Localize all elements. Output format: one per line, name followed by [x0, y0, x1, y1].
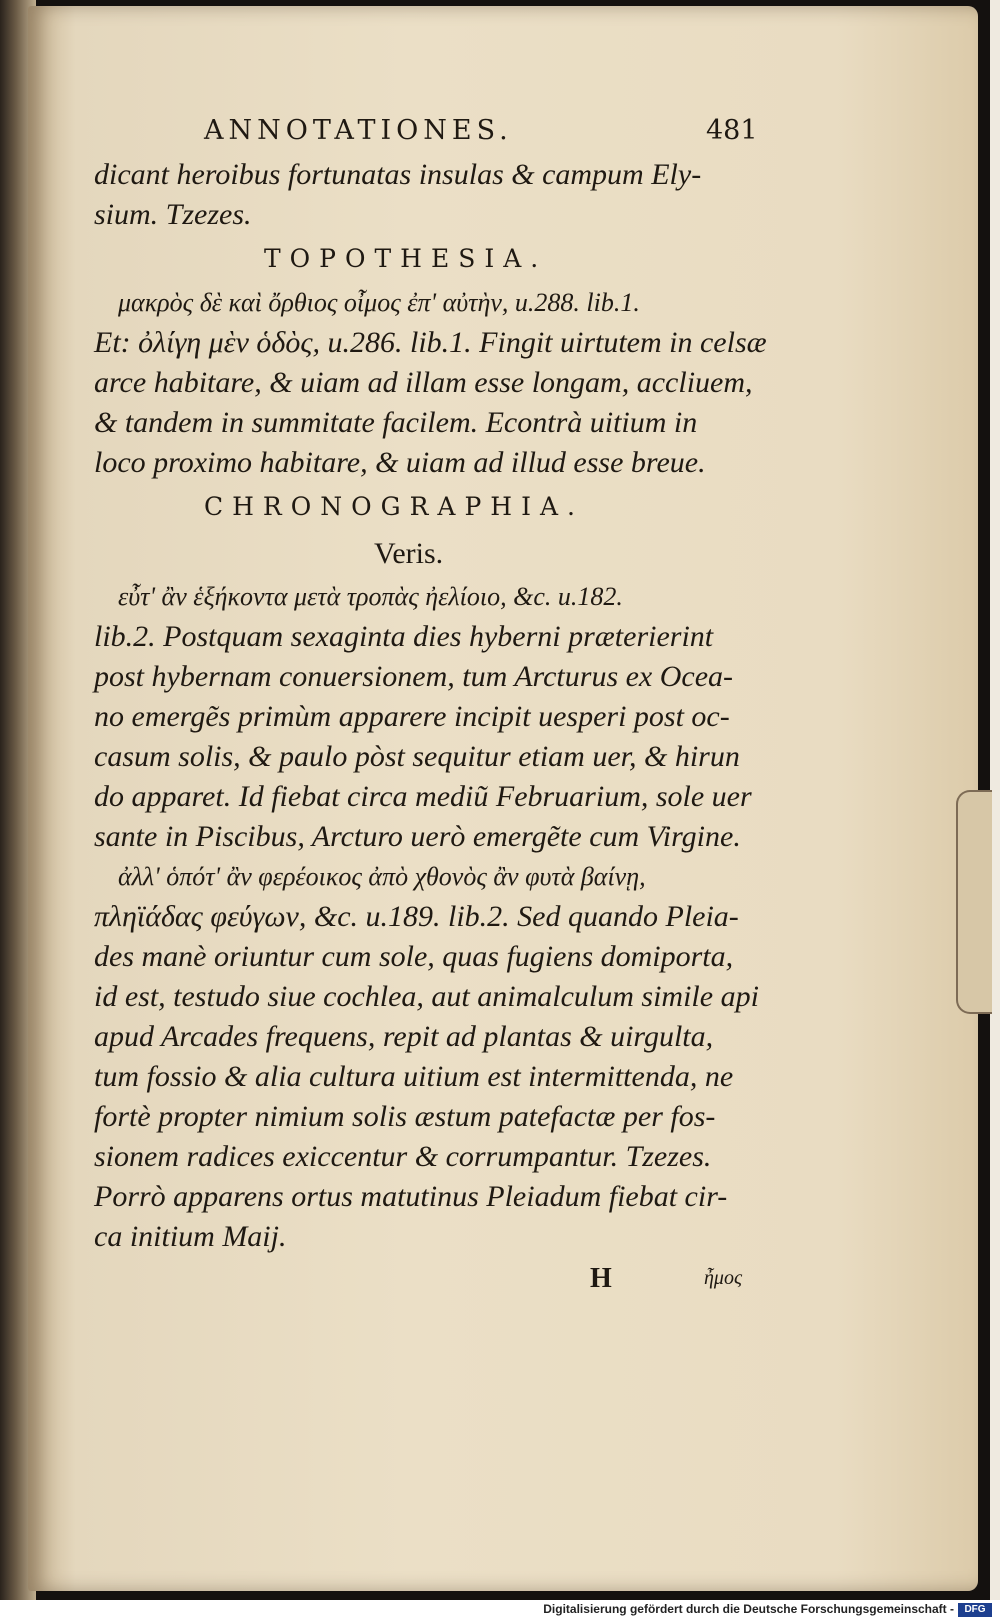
text-line: Et: ὀλίγη μὲν ὁδὸς, u.286. lib.1. Fingit uirtutem in celsæ — [94, 326, 767, 359]
text-line: εὖτ' ἂν ἑξήκοντα μετὰ τροπὰς ἠελίοιο, &c. u.182. — [118, 582, 623, 611]
text-line: & tandem in summitate facilem. Econtrà uitium in — [94, 406, 698, 439]
text-line: sante in Piscibus, Arcturo uerò emergẽte cum Virgine. — [94, 820, 741, 853]
digitization-credit: Digitalisierung gefördert durch die Deutsche Forschungsgemeinschaft - — [543, 1602, 954, 1616]
catchword: ἦμος — [704, 1267, 743, 1289]
body-text — [94, 155, 794, 1257]
text-line: ἀλλ' ὁπότ' ἂν φερέοικος ἀπὸ χθονὸς ἂν φυτὰ βαίνῃ, — [118, 862, 646, 891]
text-line: μακρὸς δὲ καὶ ὄρθιος οἶμος ἐπ' αὐτὴν, u.288. lib.1. — [118, 288, 640, 317]
text-line: do apparet. Id fiebat circa mediũ Februarium, sole uer — [94, 780, 752, 813]
section-heading: CHRONOGRAPHIA. — [204, 492, 584, 521]
text-line: post hybernam conuersionem, tum Arcturus ex Ocea- — [94, 660, 734, 693]
page-clip-tab — [956, 790, 992, 1014]
running-head: ANNOTATIONES. — [204, 115, 513, 146]
text-line: sium. Tzezes. — [94, 198, 252, 231]
text-line: πληϊάδας φεύγων, &c. u.189. lib.2. Sed quando Pleia- — [94, 900, 739, 933]
text-line: sionem radices exiccentur & corrumpantur. Tzezes. — [94, 1140, 712, 1173]
text-line: no emergẽs primùm apparere incipit uesperi post oc- — [94, 700, 730, 733]
text-line: tum fossio & alia cultura uitium est intermittenda, ne — [94, 1060, 734, 1093]
page-header — [94, 115, 794, 155]
text-line: Porrò apparens ortus matutinus Pleiadum fiebat cir- — [94, 1180, 728, 1213]
text-line: lib.2. Postquam sexaginta dies hyberni præterierint — [94, 620, 714, 653]
text-line: fortè propter nimium solis æstum patefactæ per fos- — [94, 1100, 716, 1133]
text-line: des manè oriuntur cum sole, quas fugiens domiporta, — [94, 940, 734, 973]
subsection-heading: Veris. — [374, 537, 444, 570]
dfg-logo: DFG — [958, 1603, 992, 1617]
text-line: dicant heroibus fortunatas insulas & campum Ely- — [94, 158, 702, 191]
page-footer — [94, 1261, 794, 1305]
text-line: casum solis, & paulo pòst sequitur etiam uer, & hirun — [94, 740, 740, 773]
page-text-block — [94, 115, 794, 1305]
text-line: id est, testudo siue cochlea, aut animalculum simile api — [94, 980, 759, 1013]
text-line: apud Arcades frequens, repit ad plantas & uirgulta, — [94, 1020, 714, 1053]
signature-mark: H — [590, 1263, 612, 1294]
text-line: ca initium Maij. — [94, 1220, 287, 1253]
section-heading: TOPOTHESIA. — [264, 244, 548, 273]
text-line: loco proximo habitare, & uiam ad illud esse breue. — [94, 446, 706, 479]
digitization-credit-bar — [0, 1600, 1000, 1621]
text-line: arce habitare, & uiam ad illam esse longam, accliuem, — [94, 366, 753, 399]
page-number: 481 — [706, 115, 758, 146]
